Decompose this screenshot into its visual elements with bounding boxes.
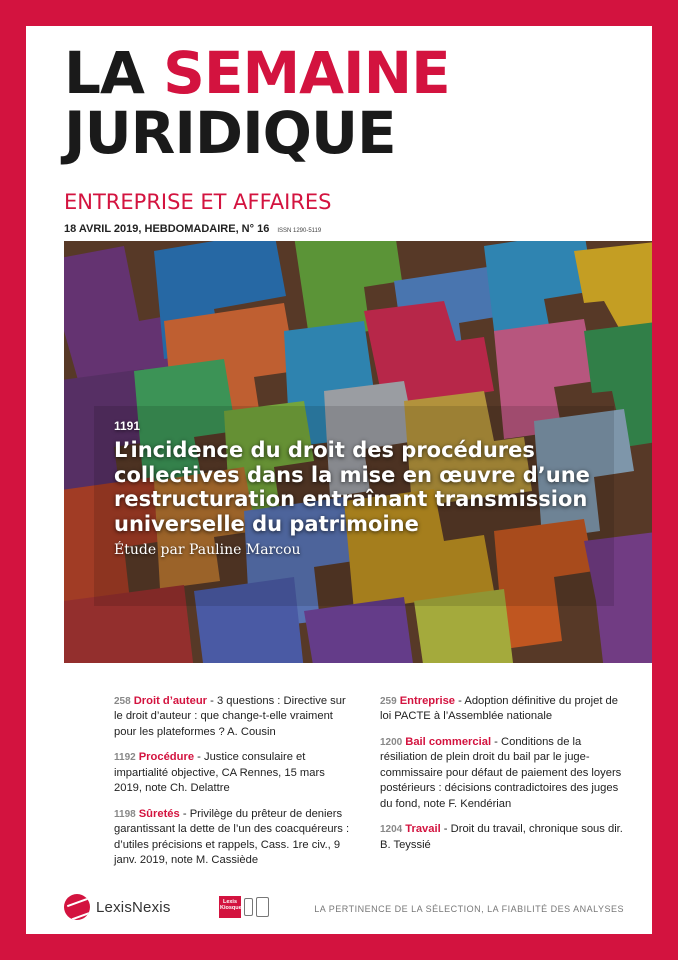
toc-item-text: - Justice consulaire et impartialité objective, CA Rennes, 15 mars 2019, note Ch. Delattre [114, 751, 325, 795]
issn: ISSN 1290-5119 [277, 228, 322, 234]
toc-item-text: - 3 questions : Directive sur le droit d’auteur : que change-t-elle vraiment pour les plateformes ? A. Cousin [114, 695, 346, 738]
feature-text [114, 419, 594, 558]
toc-item[interactable] [114, 807, 354, 869]
phone-icon [244, 898, 253, 916]
toc-item-keyword: Droit d’auteur [133, 695, 208, 707]
feature-number: 1191 [114, 419, 141, 433]
toc-item[interactable] [380, 694, 630, 725]
feature-image[interactable] [64, 241, 652, 663]
toc-item-keyword: Bail commercial [405, 735, 492, 748]
toc-item-number: 259 [380, 696, 397, 707]
lexisnexis-logo-icon [64, 894, 90, 920]
toc-item-text: - Droit du travail, chronique sous dir. B. Teyssié [380, 823, 623, 851]
tablet-icon [256, 897, 269, 917]
toc-item[interactable] [114, 750, 354, 796]
masthead-semaine: SEMAINE [163, 39, 450, 107]
toc-item-keyword: Travail [405, 823, 441, 836]
toc-item-number: 258 [114, 696, 131, 707]
kiosque-icon [219, 896, 241, 918]
toc-left-column [114, 694, 354, 879]
kiosque-bottom-label: Kiosque [220, 905, 242, 912]
tagline: LA PERTINENCE DE LA SÉLECTION, LA FIABILITÉ DES ANALYSES [314, 904, 624, 914]
edition-subtitle: ENTREPRISE ET AFFAIRES [64, 190, 332, 214]
toc-item-keyword: Entreprise [399, 695, 456, 707]
toc-right-column [380, 694, 630, 863]
footer [64, 892, 624, 922]
kiosque-top-label: Lexis [222, 899, 238, 905]
toc-item-number: 1198 [114, 808, 136, 820]
masthead-la: LA [64, 39, 144, 107]
masthead [64, 39, 450, 167]
kiosque-badge[interactable] [219, 896, 269, 918]
toc-item[interactable] [114, 694, 354, 740]
toc-item-number: 1192 [114, 752, 136, 764]
lexisnexis-logo[interactable] [64, 894, 171, 920]
feature-title[interactable]: L’incidence du droit des procédures collectives dans la mise en œuvre d’une restructuration entraînant transmission universelle du patrimoine [114, 438, 590, 536]
dateline [64, 223, 321, 235]
toc-item-number: 1200 [380, 736, 403, 748]
lexisnexis-logo-text: LexisNexis [96, 898, 171, 916]
toc-item[interactable] [380, 735, 630, 812]
feature-author: Étude par Pauline Marcou [114, 542, 301, 559]
toc-item-keyword: Procédure [138, 751, 195, 764]
toc-item-text: - Privilège du prêteur de deniers garantissant la dette de l’un des coacquéreurs : d’utiles précisions et rappels, Cass. 1re civ., 9 janv. 2019, note M. Cassiède [114, 807, 350, 867]
cover-page [26, 26, 652, 934]
toc-item-keyword: Sûretés [138, 807, 180, 820]
masthead-juridique: JURIDIQUE [64, 99, 396, 167]
toc-item[interactable] [380, 822, 630, 853]
masthead-line1 [64, 39, 450, 107]
toc-item-text: - Adoption définitive du projet de loi PACTE à l’Assemblée nationale [380, 695, 618, 723]
toc-item-text: - Conditions de la résiliation de plein droit du bail par le juge-commissaire pour défaut de paiement des loyers postérieurs : décisions contradictoires des juges du fond, note F. Kendérian [380, 735, 622, 810]
issue-date: 18 AVRIL 2019, HEBDOMADAIRE, N° 16 [64, 223, 270, 235]
toc-item-number: 1204 [380, 824, 403, 836]
